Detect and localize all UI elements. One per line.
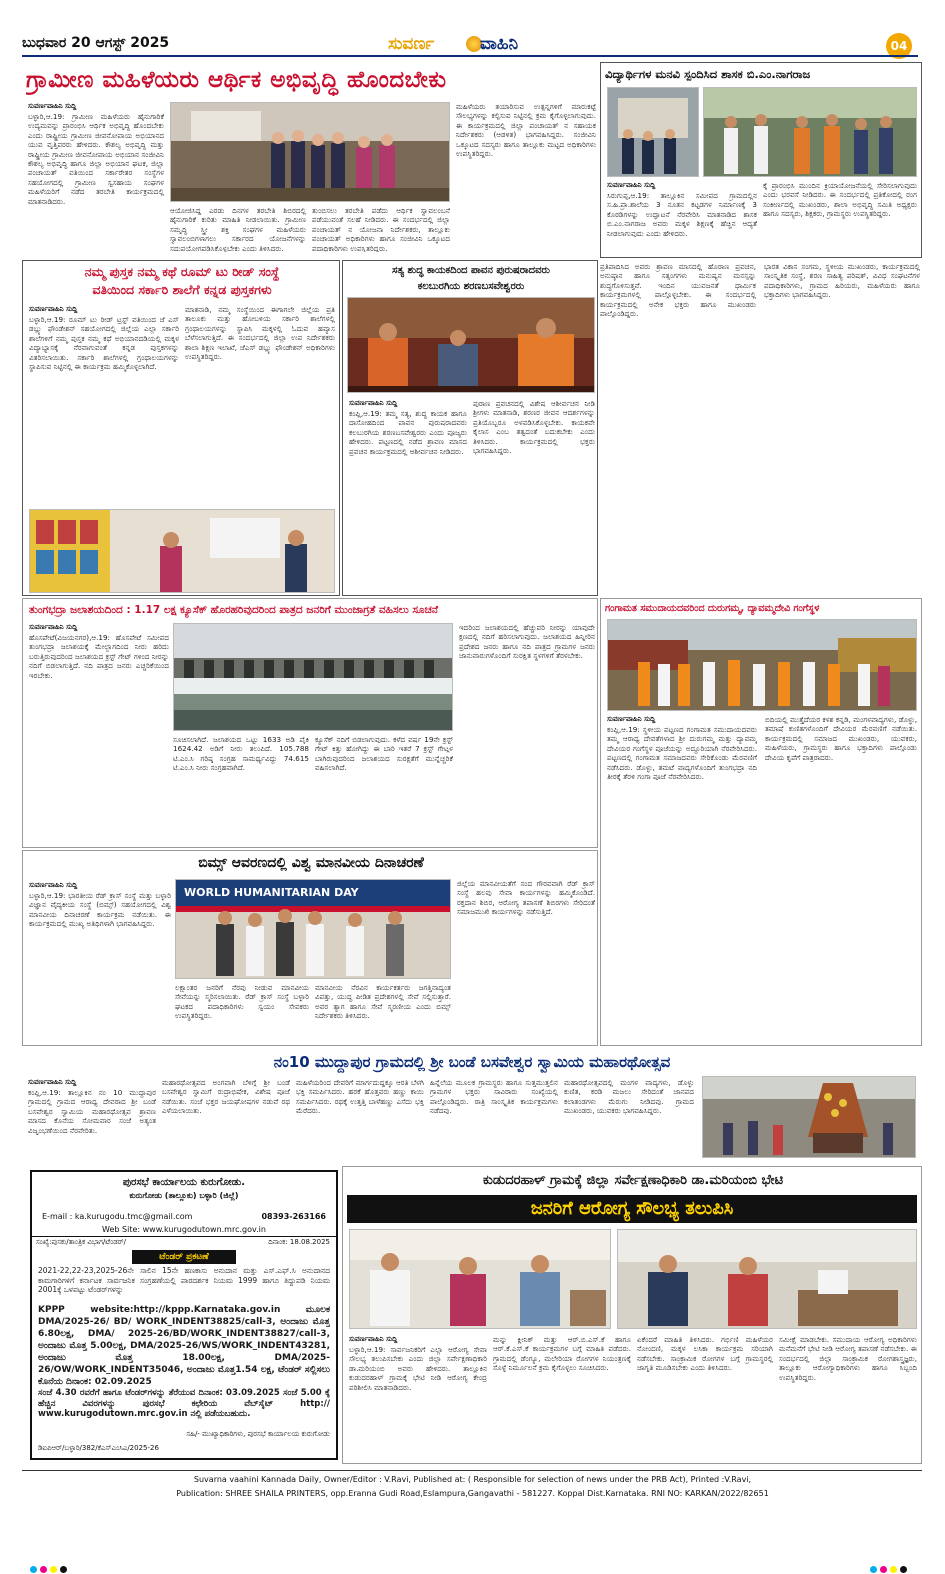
- registration-dot: [30, 1566, 37, 1573]
- article-column: ಸಮೀಕ್ಷೆ ಮಾಡಬೇಕು. ಸಮುದಾಯ ಆರೋಗ್ಯ ಅಧಿಕಾರಿಗಳು ಮನೆಮನೆಗೆ ಭೇಟಿ ನೀಡಿ ಆರೋಗ್ಯ ತಪಾಸಣೆ ನಡೆಸಬೇಕು. ಈ ಸಂದರ್ಭದಲ್ಲಿ ಜಿಲ್ಲಾ ಸಾಂಕ್ರಾಮಿಕ ರೋಗಶಾಸ್ತ್ರಜ್ಞರು, ತಾಲ್ಲೂಕು ಆರೋಗ್ಯಾಧಿಕಾರಿಗಳು ಹಾಗೂ ಸಿಬ್ಬಂದಿ ಉಪಸ್ಥಿತರಿದ್ದರು.: [779, 1335, 917, 1382]
- article-column: ಮಹಿಳೆಯರು ತಯಾರಿಸುವ ಉತ್ಪನ್ನಗಳಿಗೆ ಮಾರುಕಟ್ಟೆ ಸೌಲಭ್ಯಗಳನ್ನು ಕಲ್ಪಿಸುವ ನಿಟ್ಟಿನಲ್ಲಿ ಕ್ರಮ ಕೈಗೊಳ್ಳಲಾಗುವುದು. ಈ ಕಾರ್ಯಕ್ರಮದಲ್ಲಿ ಜಿಲ್ಲಾ ಪಂಚಾಯತ್ ನ ಸಹಾಯಕ ನಿರ್ದೇಶಕರು (ಆಡಳಿತ) ಭಾಗವಹಿಸಿದ್ದರು. ಸಂಜೀವಿನಿ ಒಕ್ಕೂಟದ ಸದಸ್ಯರು ಹಾಗೂ ತಾಲ್ಲೂಕು ಮಟ್ಟದ ಅಧಿಕಾರಿಗಳು ಉಪಸ್ಥಿತರಿದ್ದರು.: [456, 102, 596, 159]
- ad-body-1: 2021-22,22-23,2025-26ನೇ ಸಾಲಿನ 15ನೇ ಹಣಕಾಸು ಅನುದಾನ ಮತ್ತು ಎಸ್.ಎಫ್.ಸಿ ಅನುದಾನದ ಕಾಮಗಾರಿಗಳಿಗೆ ಕರ್ನಾಟಕ ಸಾರ್ವಜನಿಕ ಸಂಗ್ರಹಣೆಯಲ್ಲಿ ಪಾರದರ್ಶಕ ನಿಯಮ 1999 ಹಾಗೂ ತಿದ್ದುಪಡಿ ನಿಯಮ 2001ಕ್ಕೆ ಒಳಪಟ್ಟು ಟೆಂಡರ್‌ಗಳನ್ನು: [38, 1266, 330, 1294]
- article-column: ಬಳ್ಳಾರಿ,ಆ.19: ಗ್ರಾಮೀಣ ಮಹಿಳೆಯರು ಹೈನುಗಾರಿಕೆ ಉದ್ಯಮವನ್ನು ಪ್ರಾರಂಭಿಸಿ ಆರ್ಥಿಕ ಅಭಿವೃದ್ಧಿ ಹೊಂದಬೇಕು ಎಂದು ರಾಷ್ಟ್ರೀಯ ಗ್ರಾಮೀಣ ಜೀವನೋಪಾಯ ಅಭಿಯಾನದ ಯುವ ವೃತ್ತಿಪರರು ಹೇಳಿದರು. ಕೌಶಲ್ಯ ಅಭಿವೃದ್ಧಿ ಮತ್ತು ರಾಷ್ಟ್ರೀಯ ಗ್ರಾಮೀಣ ಜೀವನೋಪಾಯ ಅಭಿಯಾನ ಸಂಜೀವಿನಿ ಕೌಶಲ್ಯ ಅಭಿವೃದ್ಧಿ ಹಾಗೂ ಜಿಲ್ಲಾ ಅಭಿಯಾನ ಘಟಕ, ಜಿಲ್ಲಾ ಪಂಚಾಯತ್ ವತಿಯಿಂದ ಸರ್ಕಾರೇತರ ಸಂಸ್ಥೆಗಳ ಸಹಯೋಗದಲ್ಲಿ ಗ್ರಾಮೀಣ ಸ್ವಸಹಾಯ ಸಂಘಗಳ ಮಹಿಳೆಯರಿಗೆ ನಡೆದ ತರಬೇತಿ ಕಾರ್ಯಕ್ರಮದಲ್ಲಿ ಮಾತನಾಡಿದರು.: [28, 112, 164, 206]
- logo-part2: ವಾಹಿನಿ: [480, 34, 519, 54]
- byline: ಸುವರ್ಣವಾಹಿನಿ ಸುದ್ದಿ: [607, 715, 656, 723]
- byline: ಸುವರ್ಣವಾಹಿನಿ ಸುದ್ದಿ: [28, 1078, 77, 1086]
- article-column: ಬಳ್ಳಾರಿ,ಆ.19: ಭಾರತೀಯ ರೆಡ್ ಕ್ರಾಸ್ ಸಂಸ್ಥೆ ಮತ್ತು ಬಳ್ಳಾರಿ ವಿಜ್ಞಾನ ವೈದ್ಯಕೀಯ ಸಂಸ್ಥೆ (ಬಿಮ್ಸ್) ಸಹಯೋಗದಲ್ಲಿ ವಿಶ್ವ ಮಾನವೀಯ ದಿನಾಚರಣೆ ಕಾರ್ಯಕ್ರಮ ನಡೆಯಿತು. ಈ ಕಾರ್ಯಕ್ರಮದಲ್ಲಿ ಮುಖ್ಯ ಅತಿಥಿಗಳಾಗಿ ಭಾಗವಹಿಸಿದ್ದರು.: [29, 891, 171, 929]
- ad-ref-2: ಡಿಐಪಿಆರ್/ಬಳ್ಳಾರಿ/382/ಕೆಎಸ್‌ಎಂಸಿಎ/2025-26: [38, 1444, 159, 1452]
- article-column: ಮನ್ನು ಕ್ಲೀನಿಕ್ ಮತ್ತು ಆರ್.ಬಿ.ಎಸ್.ಕೆ ಹಾಗೂ ಆರ್.ಕೆ.ಎಸ್.ಕೆ ಕಾರ್ಯಕ್ರಮಗಳ ಬಗ್ಗೆ ಮಾಹಿತಿ ಪಡೆದರು. ಗ್ರಾಮದಲ್ಲಿ ಡೆಂಗ್ಯೂ, ಮಲೇರಿಯಾ ರೋಗಗಳ ನಿಯಂತ್ರಣಕ್ಕೆ ಸೊಳ್ಳೆ ನಿರ್ಮೂಲನೆ ಕ್ರಮ ಕೈಗೊಳ್ಳಲು ಸೂಚಿಸಿದರು.: [493, 1335, 631, 1373]
- registration-dot: [880, 1566, 887, 1573]
- article-column: ಕ್ಯೂಸೆಕ್ ನದಿಗೆ ಬಿಡಲಾಗುವುದು. ಕಳೆದ ವರ್ಷ 19ನೇ ಕ್ರಸ್ಟ್ ಗೇಟ್ ಕಿತ್ತು ಹೋಗಿದ್ದು ಈ ಬಾರಿ ಇತರೆ 7 ಕ್ರಸ್ಟ್ ಗೇಟ್ಗಳ ಬಾಗಿರುವುದರಿಂದ ಜಲಾಶಯದ ಸುರಕ್ಷತೆಗೆ ಮುನ್ನೆಚ್ಚರಿಕೆ ವಹಿಸಲಾಗಿದೆ.: [315, 735, 453, 773]
- photo-banner-text: WORLD HUMANITARIAN DAY: [184, 886, 359, 899]
- article-column: ಬಳ್ಳಾರಿ,ಆ.19: ರೂಮ್ ಟು ರೀಡ್ ಟ್ರಸ್ಟ್ ವತಿಯಿಂದ ಜೆ ಎಸ್ ಡಬ್ಲ್ಯು ಫೌಂಡೇಶನ್ ಸಹಯೋಗದಲ್ಲಿ ಜಿಲ್ಲೆಯ ಎಲ್ಲಾ ಸರ್ಕಾರಿ ಶಾಲೆಗಳಿಗೆ ನಮ್ಮ ಪುಸ್ತಕ ನಮ್ಮ ಕಥೆ ಅಭಿಯಾನದಡಿಯಲ್ಲಿ ಮಕ್ಕಳ ವಿದ್ಯಾಭ್ಯಾಸಕ್ಕೆ ನೆರವಾಗುವಂತೆ ಕನ್ನಡ ಪುಸ್ತಕಗಳನ್ನು ವಿತರಿಸಲಾಯಿತು. ಸರ್ಕಾರಿ ಶಾಲೆಗಳಲ್ಲಿ ಗ್ರಂಥಾಲಯಗಳನ್ನು ಸ್ಥಾಪಿಸುವ ನಿಟ್ಟಿನಲ್ಲಿ ಈ ಕಾರ್ಯಕ್ರಮ ಹಮ್ಮಿಕೊಳ್ಳಲಾಗಿದೆ.: [29, 315, 179, 372]
- issue-date: ಬುಧವಾರ 20 ಆಗಸ್ಟ್ 2025: [22, 35, 170, 51]
- article-women-economic: [22, 62, 598, 254]
- article-column: ಬಳ್ಳಾರಿ,ಆ.19: ಸಾರ್ವಜನಿಕರಿಗೆ ಎಲ್ಲಾ ಆರೋಗ್ಯ ಸೇವಾ ಸೌಲಭ್ಯ ತಲುಪಿಸಬೇಕು ಎಂದು ಜಿಲ್ಲಾ ಸರ್ವೇಕ್ಷಣಾಧಿಕಾರಿ ಡಾ.ಮರಿಯಂಬಿ ಅವರು ಹೇಳಿದರು. ತಾಲ್ಲೂಕಿನ ಕುಡುದರಹಾಳ್ ಗ್ರಾಮಕ್ಕೆ ಭೇಟಿ ನೀಡಿ ಆರೋಗ್ಯ ಕೇಂದ್ರ ಪರಿಶೀಲಿಸಿ ಮಾತನಾಡಿದರು.: [349, 1345, 487, 1392]
- article-gangamata: [600, 598, 922, 1046]
- registration-marks-right: [870, 1558, 930, 1566]
- article-humanitarian-day: [22, 850, 598, 1046]
- registration-dot: [40, 1566, 47, 1573]
- chariot-photo: [702, 1076, 916, 1158]
- registration-dot: [890, 1566, 897, 1573]
- article-column: ಮಾತನಾಡಿ, ನಮ್ಮ ಸಂಸ್ಥೆಯಿಂದ ಈಗಾಗಲೇ ಜಿಲ್ಲೆಯ ಪ್ರತಿ ತಾಲೂಕು ಮತ್ತು ಹೋಬಳಿಯ ಸರ್ಕಾರಿ ಶಾಲೆಗಳಲ್ಲಿ ಗ್ರಂಥಾಲಯಗಳನ್ನು ಸ್ಥಾಪಿಸಿ ಮಕ್ಕಳಲ್ಲಿ ಓದುವ ಹವ್ಯಾಸ ಬೆಳೆಸಲಾಗುತ್ತಿದೆ. ಈ ಸಂದರ್ಭದಲ್ಲಿ ಜಿಲ್ಲಾ ಉಪ ನಿರ್ದೇಶಕರು ಶಾಲಾ ಶಿಕ್ಷಣ ಇಲಾಖೆ, ಜೆಎಸ್ ಡಬ್ಲ್ಯು ಫೌಂಡೇಶನ್ ಅಧಿಕಾರಿಗಳು ಉಪಸ್ಥಿತರಿದ್ದರು.: [185, 305, 335, 362]
- masthead-divider: [22, 55, 918, 57]
- article-column: ಇದರಿಂದ ಜಲಾಶಯದಲ್ಲಿ ಹೆಚ್ಚುವರಿ ನೀರನ್ನು ಯಾವುದೇ ಕ್ಷಣದಲ್ಲಿ ನದಿಗೆ ಹರಿಸಲಾಗುವುದು. ಜಲಾಶಯದ ಹಿನ್ನೀರಿನ ಪ್ರದೇಶದ ಜನರು ಹಾಗೂ ನದಿ ಪಾತ್ರದ ಗ್ರಾಮಗಳ ಜನರು ಜಾನುವಾರುಗಳೊಂದಿಗೆ ಸುರಕ್ಷಿತ ಸ್ಥಳಗಳಿಗೆ ತೆರಳಬೇಕು.: [459, 623, 595, 661]
- swamiji-photo: [347, 297, 595, 393]
- article-kududarahal: [342, 1166, 922, 1464]
- headline-line-1: ನಮ್ಮ ಪುಸ್ತಕ ನಮ್ಮ ಕಥೆ ರೂಮ್ ಟು ರೀಡ್ ಸಂಸ್ಥೆ: [84, 264, 280, 279]
- ad-contact-row: [36, 1212, 332, 1224]
- health-visit-photo-1: [349, 1229, 611, 1329]
- article-column: ಮಹಾರಥೋತ್ಸವದ ಅಂಗವಾಗಿ ಬೆಳಿಗ್ಗೆ ಶ್ರೀ ಬಂಡೆ ಬಸವೇಶ್ವರ ಸ್ವಾಮಿಗೆ ರುದ್ರಾಭಿಷೇಕ, ವಿಶೇಷ ಪೂಜೆ ನಡೆಯಿತು. ಸಂಜೆ ಭಕ್ತರ ಜಯಘೋಷಗಳ ನಡುವೆ ರಥ ಎಳೆಯಲಾಯಿತು.: [162, 1078, 290, 1116]
- headline: ನಂ10 ಮುದ್ದಾಪುರ ಗ್ರಾಮದಲ್ಲಿ ಶ್ರೀ ಬಂಡೆ ಬಸವೇಶ್ವರ ಸ್ವಾಮಿಯ ಮಹಾರಥೋತ್ಸವ: [273, 1053, 671, 1071]
- byline: ಸುವರ್ಣವಾಹಿನಿ ಸುದ್ದಿ: [29, 623, 78, 631]
- ad-date: ದಿನಾಂಕ: 18.08.2025: [268, 1238, 330, 1246]
- article-column: ಕಂಪ್ಲಿ,ಆ.19: ತಾಲ್ಲೂಕಿನ ನಂ 10 ಮುದ್ದಾಪುರ ಗ್ರಾಮದಲ್ಲಿ ಗ್ರಾಮದ ಆರಾಧ್ಯ ದೇವರಾದ ಶ್ರೀ ಬಂಡೆ ಬಸವೇಶ್ವರ ಸ್ವಾಮಿಯ ಮಹಾರಥೋತ್ಸವ ಶ್ರಾವಣ ಮಾಸದ ಕೊನೆಯ ಸೋಮವಾರ ಸಂಜೆ ಅತ್ಯಂತ ವಿಜೃಂಭಣೆಯಿಂದ ನೆರವೇರಿತು.: [28, 1088, 156, 1135]
- registration-dot: [900, 1566, 907, 1573]
- byline: ಸುವರ್ಣವಾಹಿನಿ ಸುದ್ದಿ: [29, 881, 78, 889]
- headline-line-1: ಕುಡುದರಹಾಳ್ ಗ್ರಾಮಕ್ಕೆ ಜಿಲ್ಲಾ ಸರ್ವೇಕ್ಷಣಾಧಿಕಾರಿ ಡಾ.ಮರಿಯಂಬಿ ಭೇಟಿ: [482, 1173, 784, 1188]
- article-column: ಮಹಾರಥೋತ್ಸವದಲ್ಲಿ ಮಂಗಳ ವಾದ್ಯಗಳು, ಡೊಳ್ಳು ಕುಣಿತ, ಕರಡಿ ಮಜಲು ಸೇರಿದಂತೆ ಜಾನಪದ ಕಲಾತಂಡಗಳು ಮೆರುಗು ನೀಡಿದವು. ಗ್ರಾಮದ ಮುಖಂಡರು, ಯುವಕರು ಭಾಗವಹಿಸಿದ್ದರು.: [564, 1078, 694, 1116]
- mla-photo-1: [607, 87, 699, 177]
- article-column: ಪ್ರತಿಪಾದಿಸಿದ ಅವರು ಶ್ರಾವಣ ಮಾಸದಲ್ಲಿ ಹೊರಾಣ ಪ್ರವಚನ, ಅನುಷ್ಠಾನ ಹಾಗೂ ಸತ್ಸಂಗಗಳು ಮನುಷ್ಯನ ಮನಸ್ಸನ್ನು ಶುದ್ಧಗೊಳಿಸುತ್ತವೆ. ಇಂದಿನ ಯುವಜನತೆ ಧಾರ್ಮಿಕ ಕಾರ್ಯಕ್ರಮಗಳಲ್ಲಿ ಪಾಲ್ಗೊಳ್ಳಬೇಕು. ಈ ಸಂದರ್ಭದಲ್ಲಿ ಕಾರ್ಯಕ್ರಮದಲ್ಲಿ ಅನೇಕ ಭಕ್ತರು ಹಾಗೂ ಮುಖಂಡರು ಪಾಲ್ಗೊಂಡಿದ್ದರು.: [600, 262, 756, 319]
- registration-marks: [30, 1558, 915, 1566]
- headline-line-2: ಕಲಬುರಗಿಯ ಶರಣಬಸವೇಶ್ವರರು: [417, 281, 525, 292]
- ad-office: ಪುರಸಭೆ ಕಾರ್ಯಾಲಯ ಕುರುಗೋಡು.: [122, 1177, 246, 1188]
- article-column: ಕಂಪ್ಲಿ,ಆ.19: ಸ್ಥಳೀಯ ಪಟ್ಟಣದ ಗಂಗಾಮತ ಸಮುದಾಯದವರು ತಮ್ಮ ಆರಾಧ್ಯ ದೇವತೆಗಳಾದ ಶ್ರೀ ದುರುಗಮ್ಮ ಮತ್ತು ದ್ಯಾವಮ್ಮ ದೇವಿಯರ ಗಂಗೆಸ್ಥಳ ಪೂಜೆಯನ್ನು ಅದ್ದೂರಿಯಾಗಿ ನೆರವೇರಿಸಿದರು. ಪಟ್ಟಣದಲ್ಲಿ ಗಂಗಾಮತ ಸಮಾಜದವರು ಸೇರಿಕೊಂಡು ಮೆರವಣಿಗೆ ನಡೆಸಿದರು. ಡೊಳ್ಳು, ತಮಟೆ ವಾದ್ಯಗಳೊಂದಿಗೆ ತುಂಗಭದ್ರಾ ನದಿ ತೀರಕ್ಕೆ ತೆರಳಿ ಗಂಗಾ ಪೂಜೆ ನೆರವೇರಿಸಿದರು.: [607, 725, 757, 782]
- headline: ಗ್ರಾಮೀಣ ಮಹಿಳೆಯರು ಆರ್ಥಿಕ ಅಭಿವೃದ್ಧಿ ಹೊಂದಬೇಕು: [26, 67, 447, 93]
- article-column: ಹಿನ್ನೆಲೆಯ ಮೂಲಕ ಗ್ರಾಮಸ್ಥರು ಹಾಗೂ ಸುತ್ತಮುತ್ತಲಿನ ಗ್ರಾಮಗಳ ಭಕ್ತರು ಸಾವಿರಾರು ಸಂಖ್ಯೆಯಲ್ಲಿ ಪಾಲ್ಗೊಂಡಿದ್ದರು. ರಾತ್ರಿ ಸಾಂಸ್ಕೃತಿಕ ಕಾರ್ಯಕ್ರಮಗಳು ನಡೆದವು.: [430, 1078, 558, 1116]
- article-column: ಜಿಲ್ಲೆಯ ಮಾನವೀಯತೆಗೆ ಸಂದ ಗೌರವವಾಗಿ ರೆಡ್ ಕ್ರಾಸ್ ಸಂಸ್ಥೆ ಹಲವು ಸೇವಾ ಕಾರ್ಯಗಳನ್ನು ಹಮ್ಮಿಕೊಂಡಿದೆ. ರಕ್ತದಾನ ಶಿಬಿರ, ಆರೋಗ್ಯ ತಪಾಸಣೆ ಶಿಬಿರಗಳು ಸೇರಿದಂತೆ ಸಮಾಜಮುಖಿ ಕಾರ್ಯಗಳನ್ನು ನಡೆಸುತ್ತಿದೆ.: [457, 879, 595, 917]
- ad-ref: ಸಂಖ್ಯೆ:ಪುಸಕು/ತಾಂತ್ರಿಕ ವಿಭಾಗ/ಟೆಂಡರ್/: [36, 1238, 126, 1246]
- article-sharanabasaveshwara: [342, 260, 598, 596]
- article-column: ಭಾರತ ವಿಕಾಸ ಸಂಗಮ, ಸ್ಥಳೀಯ ಮುಖಂಡರು, ಕಾರ್ಯಕ್ರಮದಲ್ಲಿ ಸಾಂಸ್ಕೃತಿಕ ಸಂಸ್ಥೆ, ಶರಣ ಸಾಹಿತ್ಯ ಪರಿಷತ್, ವಿವಿಧ ಸಂಘಟನೆಗಳ ಪದಾಧಿಕಾರಿಗಳು, ಗ್ರಾಮದ ಹಿರಿಯರು, ಮಹಿಳೆಯರು ಹಾಗೂ ಭಕ್ತಾದಿಗಳು ಭಾಗವಹಿಸಿದ್ದರು.: [764, 262, 920, 300]
- article-column: ಬಿದಿಯಲ್ಲಿ ಮುತ್ತೈದೆಯರ ಕಳಶ ಕನ್ನಡಿ, ಮಂಗಳವಾದ್ಯಗಳು, ಡೊಳ್ಳು, ತಮಾಷೆ ಕುಣಿತಗಳೊಂದಿಗೆ ದೇವಿಯರ ಮೆರವಣಿಗೆ ನಡೆಯಿತು. ಕಾರ್ಯಕ್ರಮದಲ್ಲಿ ಸಮಾಜದ ಮುಖಂಡರು, ಯುವಕರು, ಮಹಿಳೆಯರು, ಗ್ರಾಮಸ್ಥರು ಹಾಗೂ ಭಕ್ತಾದಿಗಳು ಪಾಲ್ಗೊಂಡು ದೇವಿಯ ಕೃಪೆಗೆ ಪಾತ್ರರಾದರು.: [765, 715, 917, 762]
- article-column: ಲಕ್ಷಾಂತರ ಜನರಿಗೆ ನೆರವು ನೀಡುವ ಮಾನವೀಯ ಸೇವೆಯನ್ನು ಸ್ಮರಿಸಲಾಯಿತು. ರೆಡ್ ಕ್ರಾಸ್ ಸಂಸ್ಥೆ ಬಳ್ಳಾರಿ ಘಟಕದ ಪದಾಧಿಕಾರಿಗಳು ಸ್ವಯಂ ಸೇವಕರು ಉಪಸ್ಥಿತರಿದ್ದರು.: [175, 983, 309, 1021]
- article-column: ಏಕೆಂದರೆ ಮಾಹಿತಿ ತಿಳಿಸಿದರು. ಗರ್ಭಿಣಿ ಮಹಿಳೆಯರ ನೋಂದಣಿ, ಮಕ್ಕಳ ಲಸಿಕಾ ಕಾರ್ಯಕ್ರಮ ಸರಿಯಾಗಿ ನಡೆಸಬೇಕು. ಸಾಂಕ್ರಾಮಿಕ ರೋಗಗಳ ಬಗ್ಗೆ ಗ್ರಾಮಸ್ಥರಲ್ಲಿ ಜಾಗೃತಿ ಮೂಡಿಸಬೇಕು ಎಂದು ತಿಳಿಸಿದರು.: [637, 1335, 773, 1373]
- headline: ಬಿಮ್ಸ್ ಆವರಣದಲ್ಲಿ ವಿಶ್ವ ಮಾನವೀಯ ದಿನಾಚರಣೆ: [198, 855, 424, 871]
- registration-dot: [50, 1566, 57, 1573]
- registration-dot: [870, 1566, 877, 1573]
- ad-body-2: KPPP website:http://kppp.Karnataka.gov.in ಮೂಲಕ DMA/2025-26/ BD/ WORK_INDENT38825/call-3, ಅಂದಾಜು ಮೊತ್ತ 6.80ಲಕ್ಷ, DMA/ 2025-26/BD/WORK_INDENT38827/call-3, ಅಂದಾಜು ಮೊತ್ತ 5.00ಲಕ್ಷ, DMA/2025-26/WS/WORK_INDENT43281, ಅಂದಾಜು ಮೊತ್ತ 18.00ಲಕ್ಷ, DMA/2025-26/OW/WORK_INDENT35046, ಅಂದಾಜು ಮೊತ್ತ1.54 ಲಕ್ಷ, ಟೆಂಡರ್ ಸಲ್ಲಿಸಲು ಕೊನೆಯ ದಿನಾಂಕ: 02.09.2025: [38, 1305, 330, 1387]
- ad-signature: ಸಹಿ/- ಮುಖ್ಯಾಧಿಕಾರಿಗಳು, ಪುರಸಭೆ ಕಾರ್ಯಾಲಯ ಕುರುಗೋಡು: [186, 1430, 330, 1438]
- article-column: ಸಿರುಗುಪ್ಪ,ಆ.19: ತಾಲ್ಲೂಕಿನ ಸಮೀಪದ ಗ್ರಾಮದಲ್ಲಿನ ಸ.ಹಿ.ಪ್ರಾ.ಶಾಲೆಯ 3 ನೂತನ ಕಟ್ಟಡಗಳ ನಿರ್ಮಾಣಕ್ಕೆ 3 ಕೊಠಡಿಗಳನ್ನು ಉದ್ಘಾಟನೆ ನೆರವೇರಿಸಿ ಮಾತನಾಡಿದ ಶಾಸಕ ಬಿ.ಎಂ.ನಾಗರಾಜ ಅವರು ಮಕ್ಕಳ ಶಿಕ್ಷಣಕ್ಕೆ ಹೆಚ್ಚಿನ ಆದ್ಯತೆ ನೀಡಲಾಗುವುದು ಎಂದು ಹೇಳಿದರು.: [607, 191, 757, 238]
- page-number: 04: [886, 33, 912, 59]
- footer-rule: [22, 1470, 922, 1471]
- ad-district: ಕುರುಗೋಡು (ತಾಲ್ಲೂಕು) ಬಳ್ಳಾರಿ (ಜಿಲ್ಲೆ): [129, 1191, 239, 1200]
- masthead: [0, 0, 945, 62]
- article-column: ಮಾನವೀಯ ನೆರವಿನ ಕಾರ್ಯಕರ್ತರು ಜಗತ್ತಿನಾದ್ಯಂತ ವಿಪತ್ತು, ಯುದ್ಧ ಪೀಡಿತ ಪ್ರದೇಶಗಳಲ್ಲಿ ಸೇವೆ ಸಲ್ಲಿಸುತ್ತಾರೆ. ಅವರ ತ್ಯಾಗ ಹಾಗೂ ಸೇವೆ ಸ್ಮರಣೀಯ ಎಂದು ಬಿಮ್ಸ್ ನಿರ್ದೇಶಕರು ತಿಳಿಸಿದರು.: [315, 983, 451, 1021]
- article-column: ಸೂಚಿಸಲಾಗಿದೆ. ಜಲಾಶಯದ ಒಟ್ಟು 1633 ಅಡಿ ಪೈಕಿ 1624.42 ಅಡಿಗೆ ನೀರು ತಲುಪಿದೆ. 105.788 ಟಿ.ಎಂ.ಸಿ ಗರಿಷ್ಠ ಸಂಗ್ರಹ ಸಾಮರ್ಥ್ಯವಿದ್ದು 74.615 ಟಿ.ಎಂ.ಸಿ ನೀರು ಸಂಗ್ರಹವಾಗಿದೆ.: [173, 735, 309, 773]
- article-column: ಆಯೋಜಿಸಿದ್ದ ಎರಡು ದಿನಗಳ ತರಬೇತಿ ಶಿಬಿರದಲ್ಲಿ ಹೈನುಗಾರಿಕೆ ಕುರಿತು ಮಾಹಿತಿ ನೀಡಲಾಯಿತು. ಗ್ರಾಮೀಣ ಸಮೃದ್ಧಿ ಸ್ತ್ರೀ ಶಕ್ತಿ ಸಂಘಗಳ ಮಹಿಳೆಯರು ಸ್ವಾವಲಂಬಿಗಳಾಗಲು ಸರ್ಕಾರದ ಯೋಜನೆಗಳನ್ನು ಸದುಪಯೋಗಪಡಿಸಿಕೊಳ್ಳಬೇಕು ಎಂದು ತಿಳಿಸಿದರು.: [170, 206, 306, 252]
- headline-line-2: ವತಿಯಿಂದ ಸರ್ಕಾರಿ ಶಾಲೆಗೆ ಕನ್ನಡ ಪುಸ್ತಕಗಳು: [92, 282, 272, 297]
- ad-divider: [32, 1236, 336, 1237]
- procession-photo: [607, 619, 917, 711]
- registration-dot: [60, 1566, 67, 1573]
- article-room-to-read: [22, 260, 340, 596]
- article-tungabhadra-dam: [22, 598, 598, 848]
- ad-email: E-mail : ka.kurugodu.tmc@gmail.com: [42, 1212, 193, 1221]
- byline: ಸುವರ್ಣವಾಹಿನಿ ಸುದ್ದಿ: [349, 399, 398, 407]
- ad-body-3: ಸಂಜೆ 4.30 ರವರೆಗೆ ಹಾಗೂ ಟೆಂಡರ್‌ಗಳನ್ನು ತೆರೆಯುವ ದಿನಾಂಕ: 03.09.2025 ಸಂಜೆ 5.00 ಕ್ಕೆ ಹೆಚ್ಚಿನ ವಿವರಗಳನ್ನು ಪುರಸಭೆ ಕಛೇರಿಯ ವೆಬ್‌ಸೈಟ್ http:// www.kurugodutown.mrc.gov.in ನಲ್ಲಿ ಪಡೆಯಬಹುದು.: [38, 1388, 330, 1419]
- imprint-line-1: Suvarna vaahini Kannada Daily, Owner/Editor : V.Ravi, Published at: ( Responsible for selection of news under the PRB Act), Printed :V.Ravi,: [193, 1475, 752, 1484]
- humanitarian-photo: [175, 879, 451, 979]
- byline: ಸುವರ್ಣವಾಹಿನಿ ಸುದ್ದಿ: [29, 305, 78, 313]
- logo-part1: ಸುವರ್ಣ: [388, 34, 435, 54]
- headline-line-1: ಸತ್ಯ ಶುದ್ಧ ಕಾಯಕದಿಂದ ಪಾವನ ಪುರುಷರಾದವರು: [392, 265, 550, 276]
- article-column: ಕಂಪ್ಲಿ,ಆ.19: ತಮ್ಮ ಸತ್ಯ, ಶುದ್ಧ ಕಾಯಕ ಹಾಗೂ ದಾಸೋಹದಿಂದ ಪಾವನ ಪುರುಷರಾದವರು ಕಲಬುರಗಿಯ ಶರಣಬಸವೇಶ್ವರರು ಎಂದು ಪೂಜ್ಯರು ಹೇಳಿದರು. ಪಟ್ಟಣದಲ್ಲಿ ನಡೆದ ಶ್ರಾವಣ ಮಾಸದ ಪ್ರವಚನ ಕಾರ್ಯಕ್ರಮದಲ್ಲಿ ಆಶೀರ್ವಚನ ನೀಡಿದರು.: [349, 409, 467, 456]
- health-visit-photo-2: [617, 1229, 917, 1329]
- tender-notice: [30, 1170, 338, 1460]
- imprint-line-2: Publication: SHREE SHAILA PRINTERS, opp.Eranna Gudi Road,Eslampura,Gangavathi - 581227. Koppal Dist.Karnataka. RNI NO: KARKAN/2022/82651: [176, 1489, 769, 1498]
- article-mla-students: [600, 62, 922, 258]
- article-column: ತುಂಬಿಸಲು ತರಬೇತಿ ಪಡೆದು ಆರ್ಥಿಕ ಸ್ವಾವಲಂಬನೆ ಪಡೆಯುವಂತೆ ಸಲಹೆ ನೀಡಿದರು. ಈ ಸಂದರ್ಭದಲ್ಲಿ ಜಿಲ್ಲಾ ಪಂಚಾಯತ್ ನ ಯೋಜನಾ ನಿರ್ದೇಶಕರು, ತಾಲ್ಲೂಕು ಪಂಚಾಯತ್ ಅಧಿಕಾರಿಗಳು ಹಾಗೂ ಸಂಜೀವಿನಿ ಒಕ್ಕೂಟದ ಪದಾಧಿಕಾರಿಗಳು ಉಪಸ್ಥಿತರಿದ್ದರು.: [312, 206, 450, 252]
- article-column: ಕ್ಕೆ ಪ್ರಾರಂಭಿಸಿ ಮುಂದಿನ ಕ್ರಿಯಾಯೋಜನೆಯಲ್ಲಿ ಸೇರಿಸಲಾಗುವುದು ಎಂದು ಭರವಸೆ ನೀಡಿದರು. ಈ ಸಂದರ್ಭದಲ್ಲಿ ಪ್ರತಿಕೋದಲ್ಲಿ ರಂಗ ಸಂಕೀರ್ಣದಲ್ಲಿ ಮುಖಂಡರು, ಶಾಲಾ ಅಭಿವೃದ್ಧಿ ಸಮಿತಿ ಅಧ್ಯಕ್ಷರು ಹಾಗೂ ಸದಸ್ಯರು, ಶಿಕ್ಷಕರು, ಗ್ರಾಮಸ್ಥರು ಉಪಸ್ಥಿತರಿದ್ದರು.: [763, 181, 917, 219]
- byline: ಸುವರ್ಣವಾಹಿನಿ ಸುದ್ದಿ: [349, 1335, 398, 1343]
- article-column: ಪುರಾಣ ಪ್ರವಚನದಲ್ಲಿ ವಿಶೇಷ ಆಶೀರ್ವಚನ ನೀಡಿ ಶ್ರೀಗಳು ಮಾತನಾಡಿ, ಶರಣರ ಜೀವನ ಆದರ್ಶಗಳನ್ನು ಪ್ರತಿಯೊಬ್ಬರೂ ಅಳವಡಿಸಿಕೊಳ್ಳಬೇಕು. ಕಾಯಕವೇ ಕೈಲಾಸ ಎಂಬ ತತ್ವದಂತೆ ಬದುಕಬೇಕು ಎಂದು ತಿಳಿಸಿದರು. ಕಾರ್ಯಕ್ರಮದಲ್ಲಿ ಭಕ್ತರು ಭಾಗವಹಿಸಿದ್ದರು.: [473, 399, 595, 456]
- headline: ತುಂಗಭದ್ರಾ ಜಲಾಶಯದಿಂದ : 1.17 ಲಕ್ಷ ಕ್ಯೂಸೆಕ್ ಹೊರಹರಿವುದರಿಂದ ಪಾತ್ರದ ಜನರಿಗೆ ಮುಂಜಾಗ್ರತೆ ವಹಿಸಲು ಸೂಚನೆ: [29, 604, 439, 616]
- ad-phone: 08393-263166: [261, 1212, 326, 1221]
- article-column: ಹೊಸಪೇಟೆ(ವಿಜಯನಗರ),ಆ.19: ಹೊಸಪೇಟೆ ಸಮೀಪದ ತುಂಗಭದ್ರಾ ಜಲಾಶಯಕ್ಕೆ ಮೇಲ್ಭಾಗದಿಂದ ನೀರು ಹರಿದು ಬರುತ್ತಿರುವುದರಿಂದ ಜಲಾಶಯದ ಕ್ರಸ್ಟ್ ಗೇಟ್ ಗಳಿಂದ ನೀರನ್ನು ನದಿಗೆ ಬಿಡಲಾಗುತ್ತಿದೆ. ನದಿ ಪಾತ್ರದ ಜನರು ಎಚ್ಚರಿಕೆಯಿಂದ ಇರಬೇಕು.: [29, 633, 169, 680]
- training-photo: [170, 102, 450, 202]
- byline: ಸುವರ್ಣವಾಹಿನಿ ಸುದ್ದಿ: [28, 102, 77, 110]
- article-column: ಮಹಿಳೆಯರಿಂದ ದೇವರಿಗೆ ಮಾರ್ಗದುದ್ದಕ್ಕೂ ಆರತಿ ಬೆಳಗಿ ಭಕ್ತಿ ಸಮರ್ಪಿಸಿದರು. ಹರಕೆ ಹೊತ್ತವರು ಹಣ್ಣು ಕಾಯಿ ಸಮರ್ಪಿಸಿದರು. ರಥಕ್ಕೆ ಉತ್ತತ್ತಿ ಬಾಳೆಹಣ್ಣು ಎಸೆದು ಭಕ್ತಿ ಮೆರೆದರು.: [296, 1078, 424, 1116]
- books-photo: [29, 509, 335, 593]
- article-mudhapur-rathotsava: [22, 1048, 922, 1160]
- mla-photo-2: [703, 87, 917, 177]
- headline-line-2: ಜನರಿಗೆ ಆರೋಗ್ಯ ಸೌಲಭ್ಯ ತಲುಪಿಸಿ: [347, 1195, 917, 1223]
- headline: ಗಂಗಾಮತ ಸಮುದಾಯದವರಿಂದ ದುರುಗಮ್ಮ, ದ್ಯಾವಮ್ಮದೇವಿ ಗಂಗೆಸ್ಥಳ: [605, 603, 820, 614]
- ad-website: Web Site: www.kurugodutown.mrc.gov.in: [102, 1225, 266, 1234]
- ad-title: ಟೆಂಡರ್ ಪ್ರಕಟಣೆ: [132, 1250, 236, 1264]
- byline: ಸುವರ್ಣವಾಹಿನಿ ಸುದ್ದಿ: [607, 181, 656, 189]
- dam-photo: [173, 623, 453, 731]
- headline: ವಿದ್ಯಾರ್ಥಿಗಳ ಮನವಿ ಸ್ಪಂದಿಸಿದ ಶಾಸಕ ಬಿ.ಎಂ.ನಾಗರಾಜ: [605, 67, 811, 81]
- article-continuation: [600, 262, 922, 596]
